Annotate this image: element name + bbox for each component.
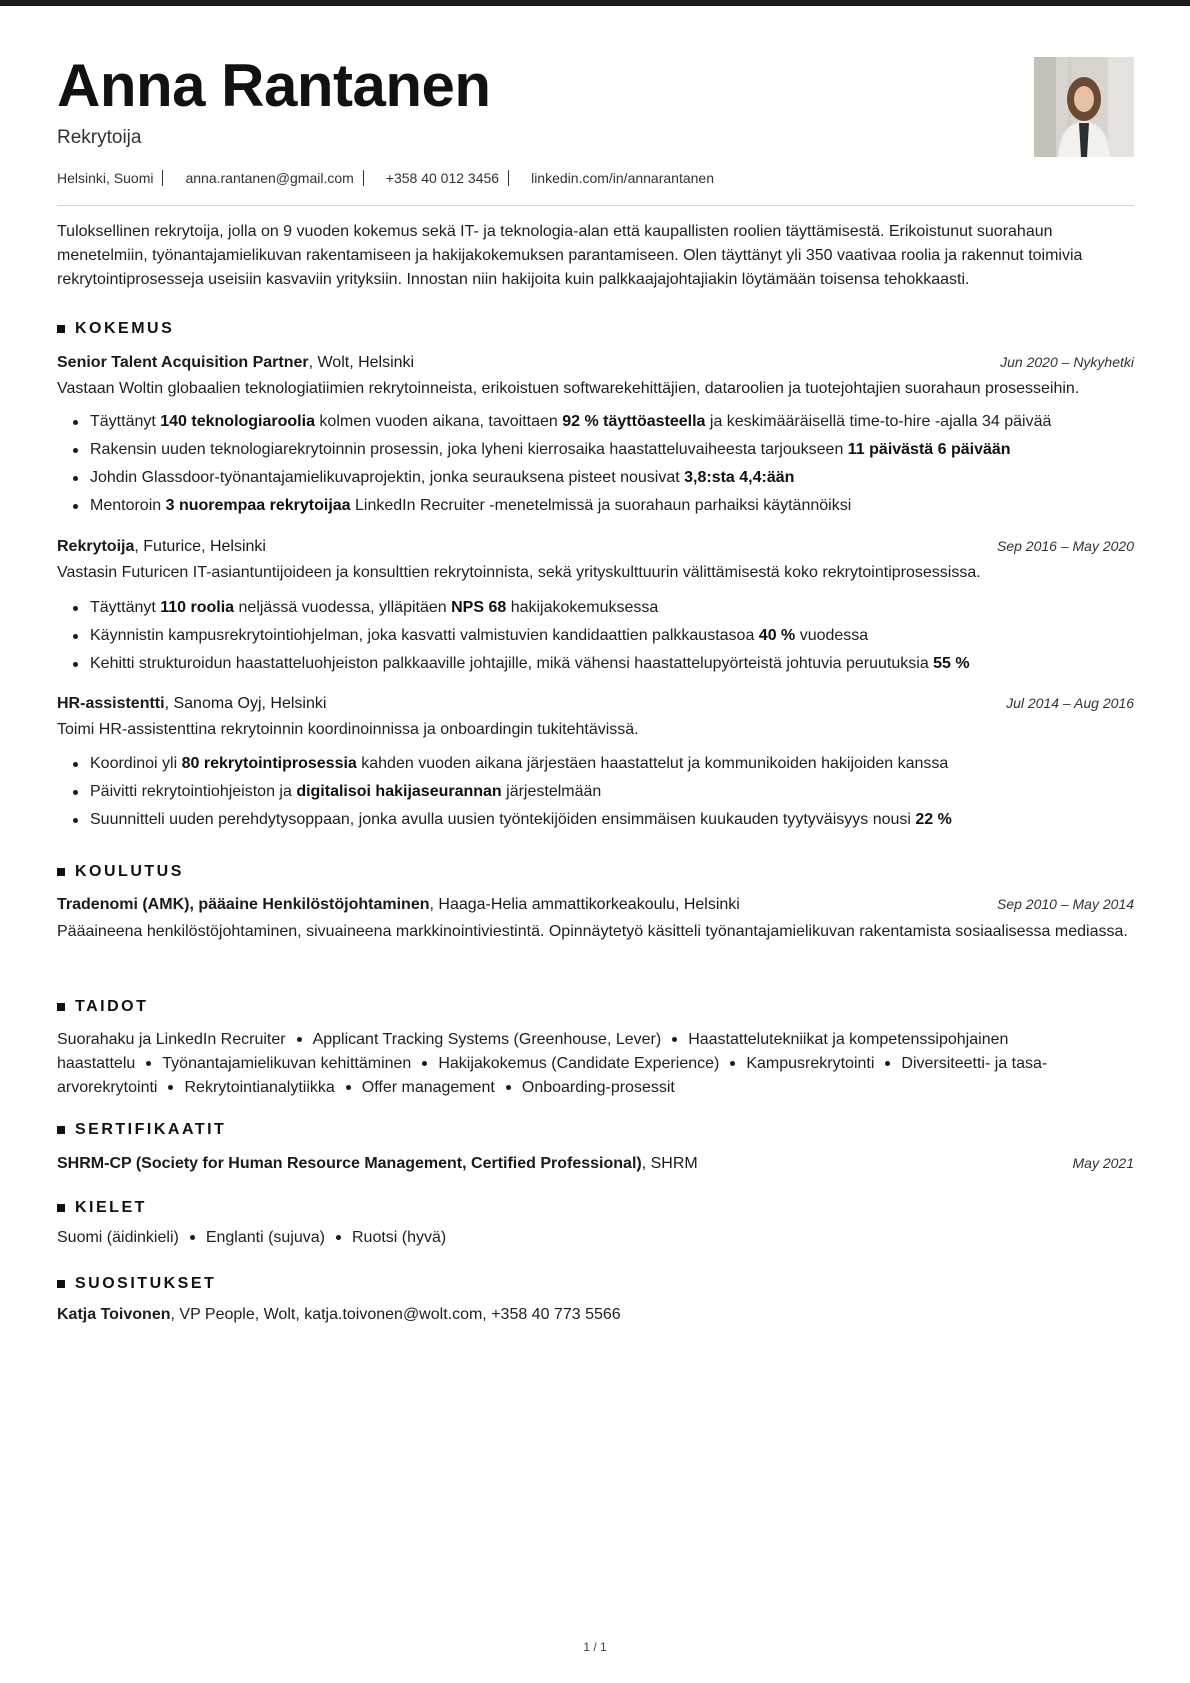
- bullet-text: järjestelmään: [501, 783, 602, 800]
- job-title: HR-assistentti: [57, 695, 165, 712]
- job-bullets: [57, 408, 1134, 520]
- separator-dot-icon: [346, 1085, 351, 1090]
- header-divider: [57, 205, 1134, 206]
- section-marker-icon: [57, 1204, 65, 1212]
- section-title: TAIDOT: [75, 998, 149, 1015]
- separator-dot-icon: [730, 1061, 735, 1066]
- contact-divider: [508, 170, 509, 186]
- contact-divider: [363, 170, 364, 186]
- bullet-text: Täyttänyt: [90, 599, 161, 616]
- job-company: , Futurice, Helsinki: [134, 538, 266, 555]
- job-bullets: [57, 750, 1134, 834]
- skill-item: Offer management: [361, 1079, 495, 1096]
- bullet-text: Mentoroin: [90, 497, 166, 514]
- section-heading-experience: [57, 320, 174, 338]
- job-dates: Jul 2014 – Aug 2016: [1006, 695, 1134, 711]
- bullet-text: Rakensin uuden teknologiarekrytoinnin prosessin, joka lyheni kierrosaika haastatteluvaiheesta tarjoukseen: [90, 441, 848, 458]
- skill-item: Suorahaku ja LinkedIn Recruiter: [57, 1031, 286, 1048]
- skill-item: Haastattelutekniikat ja kompetenssipohjainen haastattelu: [57, 1031, 1009, 1072]
- section-heading-languages: [57, 1199, 147, 1217]
- page-number: 1 / 1: [583, 1640, 607, 1654]
- education-heading: [57, 896, 740, 914]
- certificate-issuer: , SHRM: [641, 1155, 698, 1172]
- job-company: , Sanoma Oyj, Helsinki: [164, 695, 327, 712]
- job-description: Toimi HR-assistenttina rekrytoinnin koordinoinnissa ja onboardingin tukitehtävissä.: [57, 721, 639, 738]
- bullet-text: Kehitti strukturoidun haastatteluohjeiston palkkaaville johtajille, mikä vähensi haastattelupyörteistä johtuvia peruutuksia: [90, 655, 934, 672]
- section-marker-icon: [57, 325, 65, 333]
- school-name: , Haaga-Helia ammattikorkeakoulu, Helsinki: [429, 896, 740, 913]
- achievement-bullet: [57, 492, 1134, 520]
- section-title: KOULUTUS: [75, 863, 184, 880]
- bullet-text: Johdin Glassdoor-työnantajamielikuvaprojektin, jonka seurauksena pisteet nousivat: [90, 469, 685, 486]
- achievement-bullet: [57, 650, 1134, 678]
- job-description: Vastaan Woltin globaalien teknologiatiimien rekrytoinneista, erikoistuen softwarekehittäjien, dataroolien ja tuotejohtajien suorahaun prosesseihin.: [57, 380, 1080, 397]
- skills-list: [57, 1028, 1077, 1100]
- bullet-text: hakijakokemuksessa: [506, 599, 659, 616]
- contact-linkedin[interactable]: linkedin.com/in/annarantanen: [531, 170, 714, 186]
- achievement-bullet: [57, 778, 1134, 806]
- section-title: SUOSITUKSET: [75, 1275, 217, 1292]
- skill-item: Työnantajamielikuvan kehittäminen: [162, 1055, 412, 1072]
- section-title: KIELET: [75, 1199, 147, 1216]
- section-heading-education: [57, 863, 184, 881]
- reference-entry: [57, 1306, 621, 1324]
- skill-item: Hakijakokemus (Candidate Experience): [438, 1055, 720, 1072]
- job-title: Senior Talent Acquisition Partner: [57, 354, 309, 371]
- reference-name: Katja Toivonen: [57, 1306, 171, 1323]
- section-heading-references: [57, 1275, 216, 1293]
- language-item: Englanti (sujuva): [205, 1229, 325, 1246]
- highlight-text: 22 %: [915, 811, 952, 828]
- candidate-role: Rekrytoija: [57, 127, 142, 148]
- job-bullets: [57, 594, 1134, 678]
- highlight-text: NPS 68: [451, 599, 507, 616]
- achievement-bullet: [57, 750, 1134, 778]
- separator-dot-icon: [146, 1061, 151, 1066]
- profile-photo: [1034, 57, 1134, 157]
- job-company: , Wolt, Helsinki: [308, 354, 415, 371]
- resume-page: [57, 0, 1134, 1683]
- separator-dot-icon: [506, 1085, 511, 1090]
- profile-summary: Tuloksellinen rekrytoija, jolla on 9 vuoden kokemus sekä IT- ja teknologia-alan että kaupallisten roolien täyttämisestä. Erikoistunut suorahaun menetelmiin, työnantajamielikuvan rakentamiseen ja hakijakokemuksen parantamiseen. Olen täyttänyt yli 350 vaativaa roolia ja rakennut toimivia rekrytointiprosesseja useisiin kasvaviin yrityksiin. Innostan niin hakijoita kuin palkkaajajohtajiakin löytämään toisensa tehokkaasti.: [57, 223, 1083, 288]
- skill-item: Applicant Tracking Systems (Greenhouse, Lever): [312, 1031, 662, 1048]
- education-dates: Sep 2010 – May 2014: [997, 896, 1134, 912]
- separator-dot-icon: [336, 1235, 341, 1240]
- education-description: Pääaineena henkilöstöjohtaminen, sivuaineena markkinointiviestintä. Opinnäytetyö käsitteli työnantajamielikuvan rakentamista sosiaalisessa mediassa.: [57, 923, 1128, 940]
- bullet-text: Päivitti rekrytointiohjeiston ja: [90, 783, 297, 800]
- bullet-text: vuodessa: [795, 627, 869, 644]
- highlight-text: 140 teknologiaroolia: [160, 413, 315, 430]
- job-heading: [57, 695, 326, 713]
- bullet-text: kahden vuoden aikana järjestäen haastattelut ja kommunikoiden hakijoiden kanssa: [356, 755, 949, 772]
- certificate-heading: [57, 1155, 698, 1173]
- achievement-bullet: [57, 464, 1134, 492]
- bullet-text: neljässä vuodessa, ylläpitäen: [234, 599, 452, 616]
- skill-item: Diversiteetti- ja tasa-arvorekrytointi: [57, 1055, 1048, 1096]
- bullet-text: Suunnitteli uuden perehdytysoppaan, jonka avulla uusien työntekijöiden ensimmäisen kuukauden tyytyväisyys nousi: [90, 811, 916, 828]
- bullet-text: Käynnistin kampusrekrytointiohjelman, joka kasvatti valmistuvien kandidaattien palkkaustasoa: [90, 627, 759, 644]
- profile-photo-image: [1034, 57, 1134, 157]
- language-item: Ruotsi (hyvä): [352, 1229, 447, 1246]
- highlight-text: 11 päivästä 6 päivään: [847, 441, 1011, 458]
- skill-item: Kampusrekrytointi: [746, 1055, 875, 1072]
- candidate-name: Anna Rantanen: [57, 52, 491, 119]
- highlight-text: 40 %: [758, 627, 796, 644]
- bullet-text: Täyttänyt: [90, 413, 161, 430]
- bullet-text: ja keskimääräisellä time-to-hire -ajalla 34 päivää: [705, 413, 1052, 430]
- section-marker-icon: [57, 1280, 65, 1288]
- contact-row: [57, 170, 714, 186]
- contact-divider: [162, 170, 163, 186]
- contact-phone[interactable]: +358 40 012 3456: [385, 170, 500, 186]
- achievement-bullet: [57, 594, 1134, 622]
- job-dates: Sep 2016 – May 2020: [997, 538, 1134, 554]
- highlight-text: 92 % täyttöasteella: [562, 413, 706, 430]
- highlight-text: 80 rekrytointiprosessia: [181, 755, 357, 772]
- highlight-text: 55 %: [933, 655, 970, 672]
- contact-location: Helsinki, Suomi: [57, 170, 154, 186]
- highlight-text: 3,8:sta 4,4:ään: [684, 469, 795, 486]
- degree-title: Tradenomi (AMK), pääaine Henkilöstöjohtaminen: [57, 896, 430, 913]
- bullet-text: kolmen vuoden aikana, tavoittaen: [314, 413, 563, 430]
- section-marker-icon: [57, 1126, 65, 1134]
- separator-dot-icon: [190, 1235, 195, 1240]
- bullet-text: Koordinoi yli: [90, 755, 182, 772]
- certificate-date: May 2021: [1072, 1155, 1134, 1171]
- certificate-title: SHRM-CP (Society for Human Resource Management, Certified Professional): [57, 1155, 642, 1172]
- section-title: SERTIFIKAATIT: [75, 1121, 227, 1138]
- section-heading-skills: [57, 998, 148, 1016]
- section-heading-certificates: [57, 1121, 226, 1139]
- contact-email[interactable]: anna.rantanen@gmail.com: [185, 170, 354, 186]
- achievement-bullet: [57, 436, 1134, 464]
- highlight-text: 3 nuorempaa rekrytoijaa: [165, 497, 351, 514]
- highlight-text: 110 roolia: [160, 599, 235, 616]
- languages-list: [57, 1229, 446, 1247]
- job-heading: [57, 354, 414, 372]
- bullet-text: LinkedIn Recruiter -menetelmissä ja suorahaun parhaiksi käytännöiksi: [350, 497, 852, 514]
- achievement-bullet: [57, 408, 1134, 436]
- reference-details: , VP People, Wolt, katja.toivonen@wolt.com, +358 40 773 5566: [170, 1306, 621, 1323]
- job-heading: [57, 538, 266, 556]
- achievement-bullet: [57, 806, 1134, 834]
- separator-dot-icon: [297, 1037, 302, 1042]
- skill-item: Rekrytointianalytiikka: [184, 1079, 335, 1096]
- separator-dot-icon: [672, 1037, 677, 1042]
- job-description: Vastasin Futuricen IT-asiantuntijoideen ja konsulttien rekrytoinnista, sekä yrityskulttuurin välittämisestä koko rekrytointiprosessissa.: [57, 564, 981, 581]
- section-marker-icon: [57, 1003, 65, 1011]
- separator-dot-icon: [885, 1061, 890, 1066]
- job-dates: Jun 2020 – Nykyhetki: [1000, 354, 1134, 370]
- separator-dot-icon: [422, 1061, 427, 1066]
- highlight-text: digitalisoi hakijaseurannan: [296, 783, 502, 800]
- achievement-bullet: [57, 622, 1134, 650]
- language-item: Suomi (äidinkieli): [57, 1229, 179, 1246]
- section-title: KOKEMUS: [75, 320, 175, 337]
- separator-dot-icon: [168, 1085, 173, 1090]
- skill-item: Onboarding-prosessit: [521, 1079, 675, 1096]
- section-marker-icon: [57, 868, 65, 876]
- job-title: Rekrytoija: [57, 538, 135, 555]
